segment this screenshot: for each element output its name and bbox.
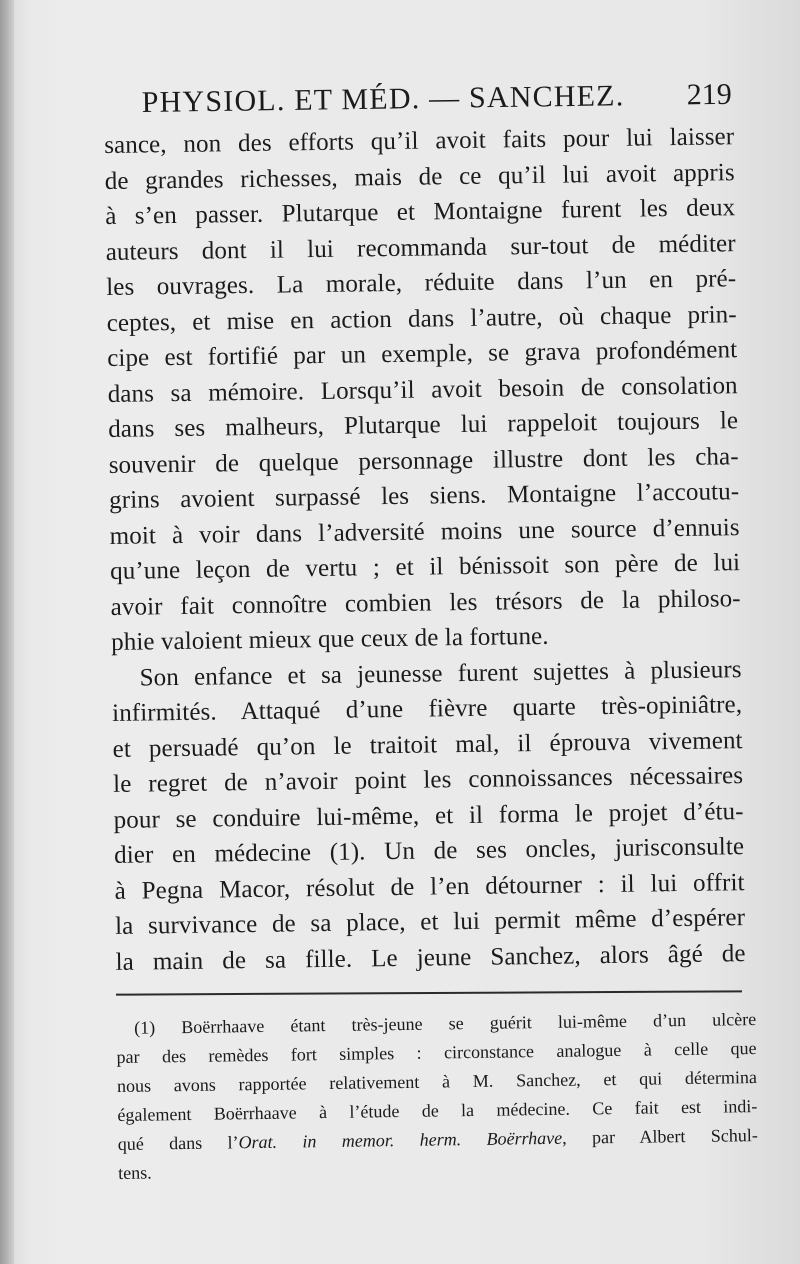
footnote-line: tens. bbox=[118, 1162, 152, 1183]
body-line: moit à voir dans l’adversité moins une source d’ennuis bbox=[109, 513, 740, 550]
body-line: cipe est fortifié par un exemple, se grava profondément bbox=[107, 336, 738, 372]
running-header bbox=[142, 78, 732, 120]
footnote-citation: Orat. in memor. herm. Boërrhave bbox=[238, 1127, 563, 1153]
running-title: PHYSIOL. ET MÉD. — SANCHEZ. bbox=[141, 79, 625, 120]
body-line: souvenir de quelque personnage illustre dont les cha- bbox=[108, 442, 739, 479]
footnote-line: également Boërrhaave à l’étude de la médecine. Ce fait est indi- bbox=[117, 1096, 758, 1125]
footnote-text: , par Albert Schul- bbox=[562, 1125, 758, 1148]
body-line: auteurs dont il lui recommanda sur-tout de méditer bbox=[105, 229, 736, 266]
body-line: dier en médecine (1). Un de ses oncles, jurisconsulte bbox=[113, 833, 745, 869]
footnote-text: qué dans l’ bbox=[117, 1132, 239, 1154]
body-line: avoir fait connoître combien les trésors de la philoso- bbox=[110, 584, 741, 621]
body-line: sance, non des efforts qu’il avoit faits pour lui laisser bbox=[104, 123, 735, 159]
body-line: le regret de n’avoir point les connoissances nécessaires bbox=[112, 762, 744, 798]
page-number: 219 bbox=[686, 77, 732, 112]
body-line: de grandes richesses, mais de ce qu’il lui avoit appris bbox=[104, 158, 735, 195]
footnote-line: par des remèdes fort simples : circonstance analogue à celle que bbox=[116, 1038, 757, 1067]
footnote-line: (1) Boërrhaave étant très-jeune se guérit lui-même d’un ulcère bbox=[134, 1009, 757, 1038]
page-binding-edge bbox=[0, 0, 14, 1264]
body-line: ceptes, et mise en action dans l’autre, où chaque prin- bbox=[106, 300, 737, 337]
body-line: qu’une leçon de vertu ; et il bénissoit son père de lui bbox=[110, 549, 741, 585]
footnote-rule bbox=[116, 990, 742, 995]
body-line: les ouvrages. La morale, réduite dans l’un en pré- bbox=[106, 265, 737, 301]
body-line: dans ses malheurs, Plutarque lui rappeloit toujours le bbox=[108, 407, 739, 443]
body-line: à Pegna Macor, résolut de l’en détourner : il lui offrit bbox=[114, 868, 745, 905]
body-line: Son enfance et sa jeunesse furent sujettes à plusieurs bbox=[139, 655, 742, 692]
body-line: la survivance de sa place, et lui permit même d’espérer bbox=[114, 904, 746, 940]
body-line: infirmités. Attaqué d’une fièvre quarte très-opiniâtre, bbox=[111, 691, 743, 727]
body-line: grins avoient surpassé les siens. Montaigne l’accoutu- bbox=[109, 478, 740, 514]
body-line: à s’en passer. Plutarque et Montaigne furent les deux bbox=[105, 194, 736, 230]
footnote bbox=[116, 1005, 758, 1188]
body-text bbox=[104, 119, 746, 980]
body-line: la main de sa fille. Le jeune Sanchez, alors âgé de bbox=[115, 939, 746, 976]
footnote-line: nous avons rapportée relativement à M. Sanchez, et qui détermina bbox=[116, 1067, 758, 1096]
body-line: dans sa mémoire. Lorsqu’il avoit besoin de consolation bbox=[107, 371, 738, 408]
body-line: phie valoient mieux que ceux de la fortune. bbox=[110, 622, 549, 656]
body-line: pour se conduire lui-même, et il forma le projet d’étu- bbox=[113, 797, 744, 834]
body-line: et persuadé qu’on le traitoit mal, il éprouva vivement bbox=[112, 726, 743, 763]
